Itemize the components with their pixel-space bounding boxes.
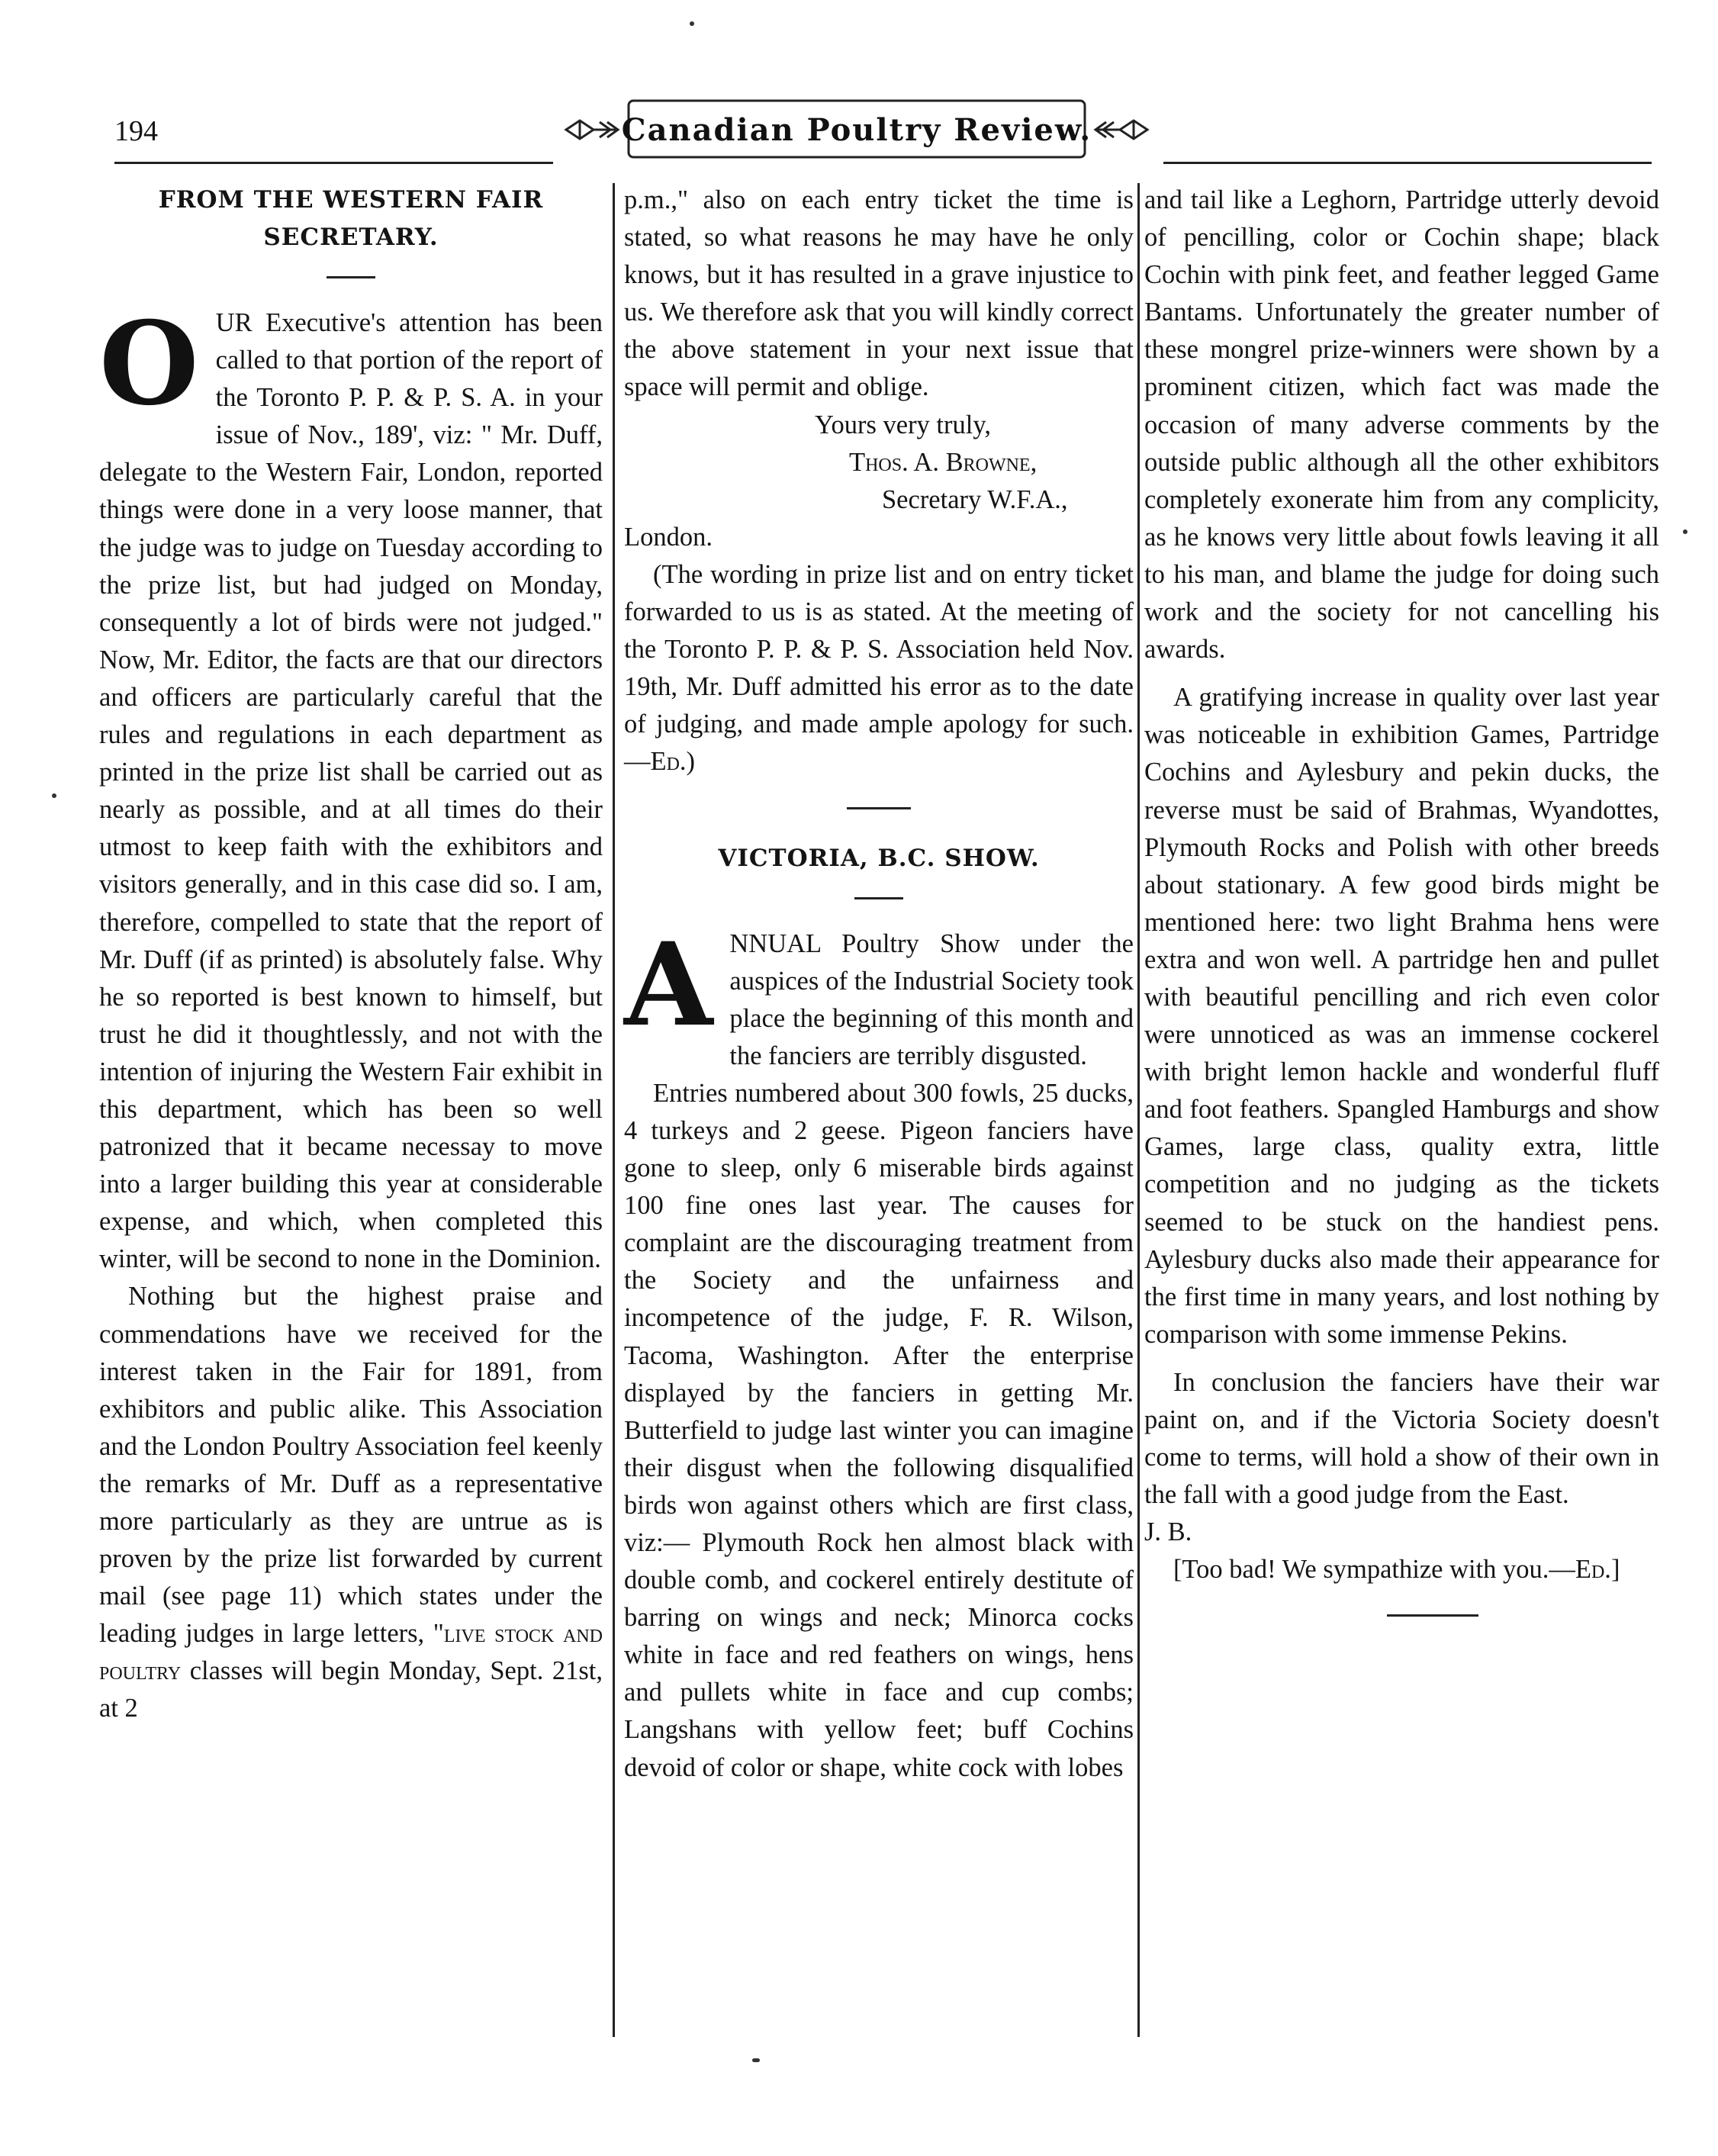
signature-place: London.: [624, 522, 713, 552]
svg-text:Canadian Poultry Review.: Canadian Poultry Review.: [621, 112, 1092, 148]
drop-cap: O: [99, 297, 199, 431]
signature-line: Yours very truly,: [815, 410, 991, 439]
paragraph-text: NNUAL Poultry Show under the auspices of the Industrial Society took place the beginning of this month and the fanciers are terribly disgusted.: [729, 928, 1134, 1070]
ink-speck: [1683, 529, 1687, 534]
signature-title: Secretary W.F.A.,: [882, 484, 1068, 514]
paragraph-text: (The wording in prize list and on entry ticket forwarded to us is as stated. At the meeting of the Toronto P. P. & P. S. Association held Nov. 19th, Mr. Duff admitted his error as to the date of judging, and made ample apology for such.—: [624, 559, 1134, 777]
paragraph-text: classes will begin Monday, Sept. 21st, at 2: [99, 1656, 603, 1723]
article-heading: FROM THE WESTERN FAIR SECRETARY.: [158, 186, 544, 251]
section-divider: [847, 807, 911, 809]
article-paragraph: A gratifying increase in quality over last year was noticeable in exhibition Games, Partridge Cochins and Aylesbury and pekin ducks, the reverse must be said of Brahmas, Wyandottes, Plymouth Rocks and Polish with other breeds about stationary. A few good birds might be mentioned here: two light Brahma hens were extra and won well. A partridge hen and pullet with beautiful pencilling and rich even color were unnoticed as was an immense cockerel with bright lemon hackle and wonderful fluff and foot feathers. Spangled Hamburgs and show Games, large class, quality extra, little competition and no judging as the tickets seemed to be stuck on the handiest pens. Aylesbury ducks also made their appearance for the first time in many years, and lost nothing by comparison with some immense Pekins.: [1144, 683, 1659, 1349]
editor-signature: Ed.: [1575, 1555, 1611, 1585]
article-paragraph: [99, 297, 603, 1278]
header-rule-left: [114, 162, 553, 164]
article-paragraph: p.m.," also on each entry ticket the time is stated, so what reasons he may have he only knows, but it has resulted in a grave injustice to us. We therefore ask that you will kindly correct the above statement in your next issue that space will permit and oblige.: [624, 185, 1134, 402]
end-divider: [1387, 1614, 1478, 1617]
column-1: [99, 182, 603, 1728]
article-paragraph: and tail like a Leghorn, Partridge utterly devoid of pencilling, color or Cochin shape; black Cochin with pink feet, and feather legged Game Bantams. Unfortunately the greater number of these mongrel prize-winners were shown by a prominent citizen, which fact was made the occasion of many adverse comments by the outside public although all the other exhibitors completely exonerate him from any complicity, as he knows very little about fowls leaving it all to his man, and blame the judge for doing such work and the society for not cancelling his awards.: [1144, 185, 1659, 664]
article-paragraph: [624, 917, 1134, 1075]
article-paragraph: In conclusion the fanciers have their war paint on, and if the Victoria Society doesn't come to terms, will hold a show of their own in the fall with a good judge from the East.: [1144, 1367, 1659, 1510]
paragraph-text: ]: [1610, 1555, 1620, 1585]
masthead-title: [563, 95, 1150, 163]
ink-speck: [752, 2058, 760, 2062]
paragraph-text: [Too bad! We sympathize with you.—: [1173, 1555, 1575, 1585]
heading-divider: [854, 897, 903, 899]
column-3: [1144, 182, 1659, 1617]
header-rule-right: [1163, 162, 1652, 164]
column-divider: [1137, 183, 1140, 2037]
column-divider: [613, 183, 615, 2037]
column-2: [624, 182, 1134, 1787]
article-heading: VICTORIA, B.C. SHOW.: [718, 844, 1040, 872]
editor-signature: Ed.: [650, 747, 687, 777]
author-initials: J. B.: [1144, 1517, 1192, 1547]
ink-speck: [690, 21, 694, 26]
article-paragraph: Entries numbered about 300 fowls, 25 ducks, 4 turkeys and 2 geese. Pigeon fanciers have gone to sleep, only 6 miserable birds against 100 fine ones last year. The causes for complaint are the discouraging treatment from the Society and the unfairness and incompetence of the judge, F. R. Wilson, Tacoma, Washington. After the enterprise displayed by the fanciers in getting Mr. Butterfield to judge last winter you can imagine their disgust when the following disqualified birds won against others which are first class, viz:— Plymouth Rock hen almost black with double comb, and cockerel entirely destitute of barring on wings and neck; Minorca cocks white in face and red feathers on wings, hens and pullets white in face and cup combs; Langshans with yellow feet; buff Cochins devoid of color or shape, white cock with lobes: [624, 1078, 1134, 1782]
drop-cap: A: [624, 917, 713, 1052]
signature-name: Thos. A. Browne,: [849, 447, 1038, 477]
paragraph-text: UR Executive's attention has been called to that portion of the report of the Toronto P. P. & P. S. A. in your issue of Nov., 189', viz: " Mr. Duff, delegate to the Western Fair, London, reported things were done in a very loose manner, that the judge was to judge on Tuesday according to the prize list, but had judged on Monday, consequently a lot of birds were not judged." Now, Mr. Editor, the facts are that our directors and officers are particularly careful that the rules and regulations in each department as printed in the prize list shall be carried out as nearly as possible, and at all times do their utmost to keep faith with the exhibitors and visitors generally, and in this case did so. I am, therefore, compelled to state that the report of Mr. Duff (if as printed) is absolutely false. Why he so reported is best known to himself, but trust he did it thoughtlessly, and not with the intention of injuring the Western Fair exhibit in this department, which has been so well patronized that it became necessay to move into a larger building this year at considerable expense, and which, when completed this winter, will be second to none in the Dominion.: [99, 308, 603, 1274]
small-caps-text: live stock and poultry: [99, 1619, 603, 1686]
editor-note: [624, 556, 1134, 781]
paragraph-text: ): [686, 747, 696, 777]
article-paragraph: [99, 1278, 603, 1727]
editor-note: [1144, 1551, 1659, 1588]
heading-divider: [327, 276, 375, 278]
page-number: 194: [114, 115, 158, 147]
ink-speck: [52, 793, 56, 798]
paragraph-text: Nothing but the highest praise and commendations have we received for the interest taken in the Fair for 1891, from exhibitors and public alike. This Association and the London Poultry Association feel keenly the remarks of Mr. Duff as a representative more particularly as they are untrue as is proven by the prize list forwarded by current mail (see page 11) which states under the leading judges in large letters, ": [99, 1282, 603, 1649]
